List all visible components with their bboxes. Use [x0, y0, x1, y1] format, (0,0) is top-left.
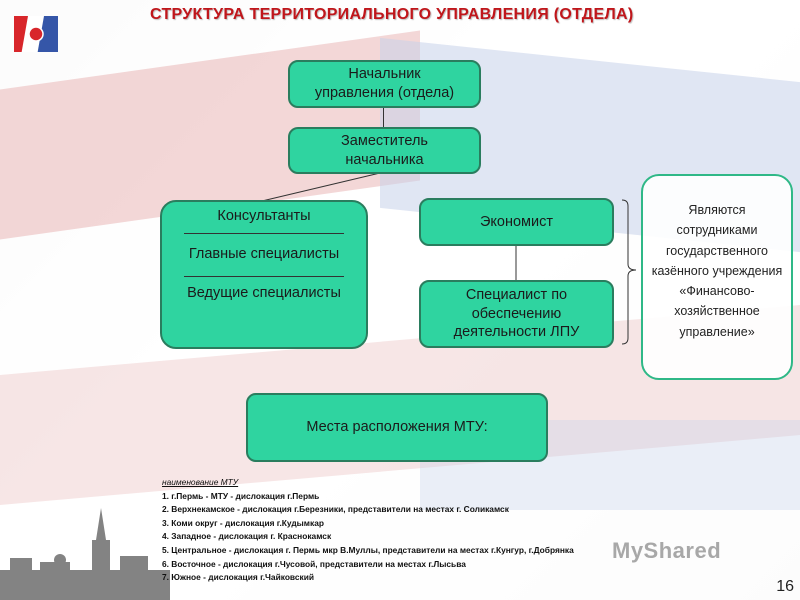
list-item: 2. Верхнекамское - дислокация г.Березники, представители на местах г. Соликамск [162, 504, 509, 515]
leading-specialists-label: Ведущие специалисты [187, 284, 341, 301]
consultants-box [160, 200, 368, 349]
watermark: MyShared [612, 538, 722, 563]
list-item: 1. г.Пермь - МТУ - дислокация г.Пермь [162, 490, 320, 501]
list-header: наименование МТУ [162, 477, 239, 487]
economist-label: Экономист [479, 213, 554, 230]
page-number: 16 [776, 578, 794, 595]
head-box [288, 60, 481, 108]
staff-note-text: Являются сотрудниками государственного казённого учреждения «Финансово-хозяйственное управление» [651, 203, 783, 339]
deputy-box [288, 127, 481, 174]
deputy-label: Заместитель начальника [341, 132, 428, 168]
list-item: 4. Западное - дислокация г. Краснокамск [162, 531, 332, 542]
support-specialist-label: Специалист по обеспечению деятельности ЛПУ [453, 286, 580, 341]
locations-box [246, 393, 548, 462]
city-silhouette-icon [0, 500, 170, 600]
list-item: 7. Южное - дислокация г.Чайковский [162, 572, 315, 583]
staff-note [641, 174, 793, 380]
chief-specialists-label: Главные специалисты [188, 245, 340, 262]
locations-label: Места расположения МТУ: [306, 419, 488, 436]
consultants-label: Консультанты [217, 208, 311, 224]
divider [184, 233, 344, 234]
list-item: 5. Центральное - дислокация г. Пермь мкр В.Муллы, представители на местах г.Кунгур, г.Добрянка [162, 544, 574, 555]
list-item: 3. Коми округ - дислокация г.Кудымкар [162, 517, 324, 528]
support-specialist-box [419, 280, 614, 348]
locations-list [162, 476, 642, 585]
divider [184, 276, 344, 277]
economist-box [419, 198, 614, 246]
list-item: 6. Восточное - дислокация г.Чусовой, представители на местах г.Лысьва [162, 558, 466, 569]
head-label: Начальник управления (отдела) [314, 66, 455, 101]
page-title: СТРУКТУРА ТЕРРИТОРИАЛЬНОГО УПРАВЛЕНИЯ (ОТДЕЛА) [150, 6, 634, 23]
